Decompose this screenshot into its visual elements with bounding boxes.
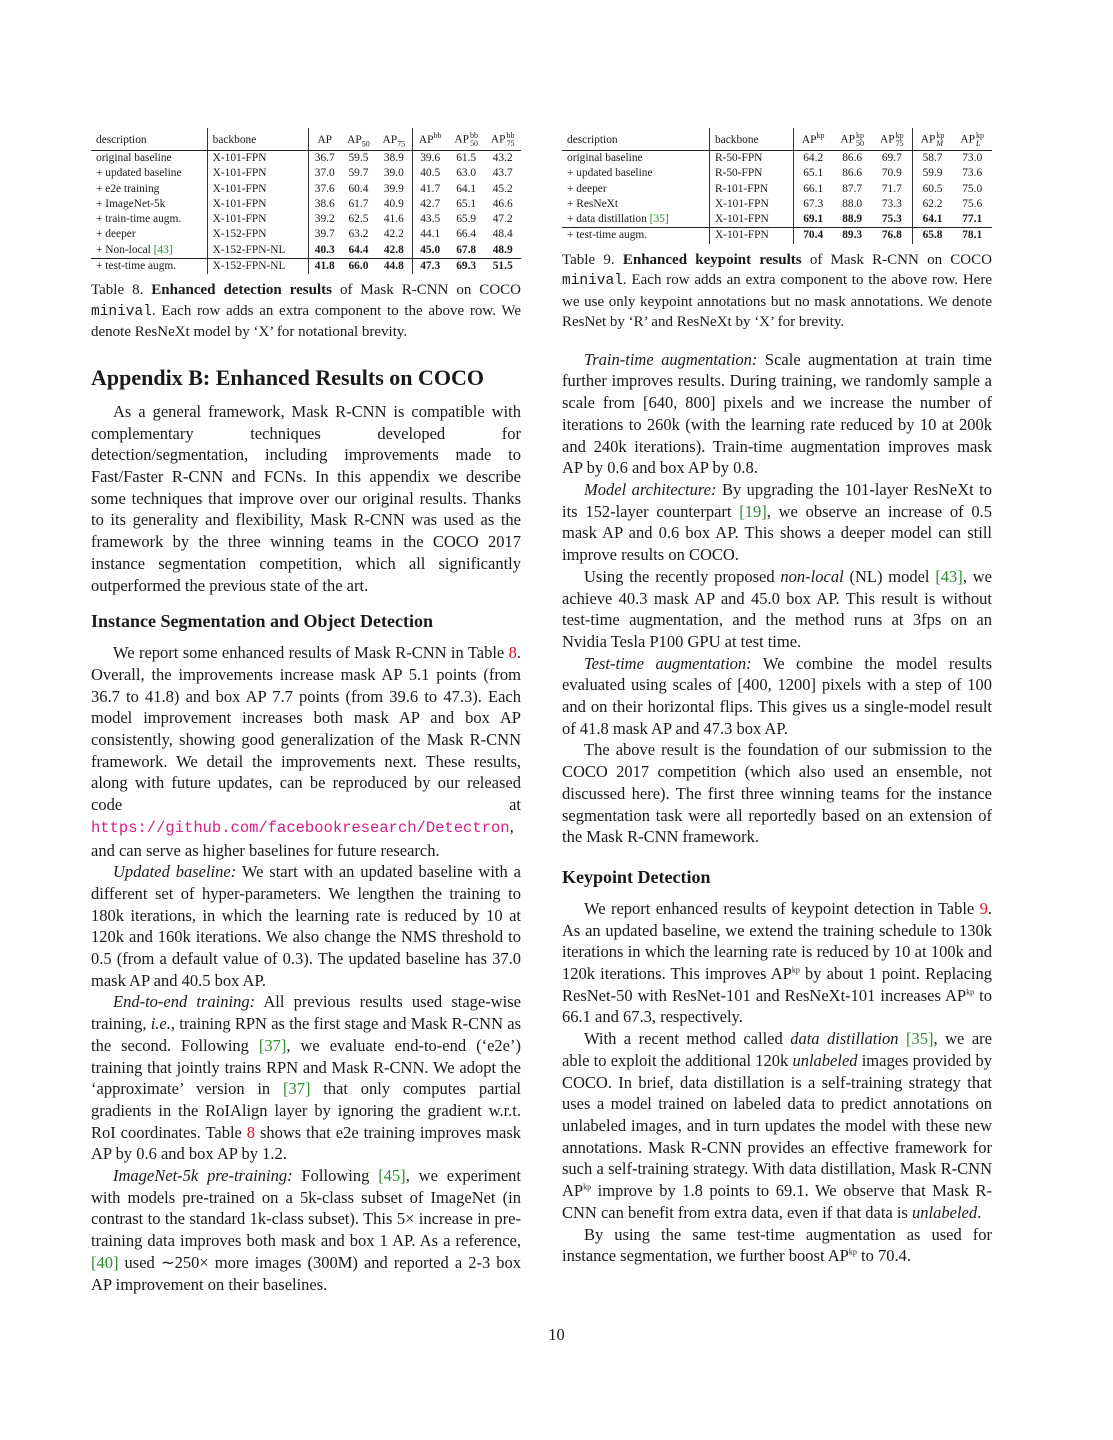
row-value: 42.2	[383, 228, 404, 241]
row-value: 69.1	[793, 212, 832, 228]
page-number: 10	[548, 1325, 565, 1344]
table-8-header	[91, 128, 521, 151]
row-backbone: X-152-FPN-NL	[207, 243, 308, 259]
row-value: 39.7	[308, 227, 341, 242]
row-value: 73.3	[881, 197, 902, 210]
row-value: 43.7	[492, 167, 513, 180]
row-value: 47.3	[412, 259, 448, 275]
col-apkpL: APkp L	[952, 128, 992, 151]
cite-45-link[interactable]: [45]	[378, 1166, 406, 1186]
row-description: + train-time augm.	[96, 213, 182, 226]
row-value: 65.9	[456, 213, 477, 226]
row-backbone: X-101-FPN	[207, 197, 308, 212]
table-8-link[interactable]: 8	[508, 643, 517, 663]
row-value: 67.3	[793, 197, 832, 212]
table-row	[91, 243, 521, 259]
col-apkp: $AP^{kp}$	[793, 128, 832, 151]
table-row	[91, 151, 521, 167]
row-value: 40.5	[412, 166, 448, 181]
row-value: 43.2	[492, 152, 513, 164]
keypoint-results-paragraph: We report enhanced results of keypoint detection in Table 9. As an updated baseline, we extend the training schedule to 130k iterations in which the learning rate is reduced by 10 at 100k and 120k iterations. This improves $AP^{kp}$ by about 1 point. Replacing ResNet-50 with ResNet-101 and ResNeXt-101 increases $AP^{kp}$ to 66.1 and 67.3, respectively.	[562, 898, 992, 1027]
row-value: 47.2	[492, 213, 513, 226]
table-row	[562, 166, 992, 181]
row-value: 39.6	[412, 151, 448, 167]
row-value: 58.7	[912, 151, 952, 167]
row-value: 71.7	[881, 182, 902, 195]
table-row	[91, 182, 521, 197]
row-value: 70.9	[881, 167, 902, 180]
row-value: 44.8	[376, 259, 412, 275]
row-description: + test-time augm.	[91, 259, 207, 275]
row-backbone: R-50-FPN	[709, 151, 793, 167]
col-ap: AP	[308, 128, 341, 151]
row-value: 48.9	[492, 243, 513, 256]
row-value: 66.0	[341, 259, 376, 275]
col-apkp75: APkp 75	[872, 128, 912, 151]
row-value: 62.2	[912, 197, 952, 212]
table-row	[91, 166, 521, 181]
citation-link[interactable]: [35]	[649, 213, 669, 226]
table-row	[91, 197, 521, 212]
row-value: 64.2	[793, 151, 832, 167]
row-value: 76.8	[872, 228, 912, 244]
table-row	[91, 227, 521, 242]
table-9-link[interactable]: 9	[979, 898, 988, 918]
row-description: + deeper	[567, 182, 607, 195]
row-value: 42.7	[412, 197, 448, 212]
col-description: description	[91, 128, 207, 151]
cite-43-link[interactable]: [43]	[935, 566, 963, 586]
row-value: 66.4	[456, 228, 477, 241]
row-description: original baseline	[96, 152, 172, 164]
col-apbb75: APbb 75	[484, 128, 521, 151]
row-value: 63.0	[456, 167, 477, 180]
row-backbone: X-101-FPN	[207, 212, 308, 227]
row-value: 75.0	[962, 182, 983, 195]
detectron-url-link[interactable]: https://github.com/facebookresearch/Detectron	[91, 818, 510, 837]
row-value: 65.8	[912, 228, 952, 244]
row-backbone: X-101-FPN	[709, 197, 793, 212]
row-description: + ImageNet-5k	[96, 197, 166, 210]
row-value: 65.1	[456, 197, 477, 210]
table-row	[91, 212, 521, 227]
citation-link[interactable]: [43]	[153, 243, 173, 256]
row-backbone: X-152-FPN	[207, 227, 308, 242]
row-description: + updated baseline	[567, 167, 653, 180]
row-backbone: X-101-FPN	[207, 166, 308, 181]
row-value: 86.6	[842, 152, 863, 164]
appendix-heading: Appendix B: Enhanced Results on COCO	[91, 364, 485, 390]
row-backbone: R-50-FPN	[709, 166, 793, 181]
row-value: 39.2	[308, 212, 341, 227]
row-value: 51.5	[484, 259, 521, 275]
updated-baseline-paragraph: Updated baseline: We start with an updated baseline with a different set of hyper-parameters. We lengthen the training to 180k iterations, in which the learning rate is reduced by 10 at 120k and 160k iterations. We also change the NMS threshold to 0.5 (from a default value of 0.3). The updated baseline has 37.0 mask AP and 40.5 box AP.	[91, 862, 521, 990]
row-value: 44.1	[412, 227, 448, 242]
row-value: 63.2	[348, 228, 369, 241]
row-value: 59.7	[348, 167, 369, 180]
row-value: 38.9	[383, 152, 404, 164]
table-row	[562, 212, 992, 228]
enhanced-results-paragraph: We report some enhanced results of Mask R-CNN in Table 8. Overall, the improvements increase mask AP 5.1 points (from 36.7 to 41.8) and box AP 7.7 points (from 39.6 to 47.3). Each model improvement increases both mask AP and box AP consistently, showing good generalization of the Mask R-CNN framework. We detail the improvements next. These results, along with future updates, can be reproduced by our released code at https://github.com/facebookresearch/Detectron, and can serve as higher baselines for future research.	[91, 643, 521, 860]
keypoint-detection-heading: Keypoint Detection	[562, 866, 711, 887]
col-apkp50: APkp 50	[832, 128, 872, 151]
row-value: 45.0	[412, 243, 448, 259]
cite-19-link[interactable]: [19]	[739, 501, 767, 521]
row-value: 86.6	[842, 167, 863, 180]
imagenet-5k-paragraph: ImageNet-5k pre-training: Following [45], we experiment with models pre-trained on a 5k-class subset of ImageNet (in contrast to the standard 1k-class subset). This 5× increase in pre-training data improves both mask and box 1 AP. As a reference, [40] used ∼250× more images (300M) and reported a 2-3 box AP improvement on their baselines.	[91, 1166, 521, 1294]
row-description: original baseline	[567, 152, 643, 164]
row-value: 78.1	[952, 228, 992, 244]
row-value: 48.4	[492, 228, 513, 241]
row-backbone: X-101-FPN	[709, 228, 793, 244]
cite-35-link[interactable]: [35]	[906, 1029, 934, 1049]
col-ap50: $AP_{50}$	[341, 128, 376, 151]
row-value: 60.5	[912, 182, 952, 197]
row-value: 67.8	[456, 243, 477, 256]
row-value: 39.9	[383, 182, 404, 195]
row-value: 89.3	[832, 228, 872, 244]
cite-37-link[interactable]: [37]	[282, 1079, 311, 1099]
row-value: 66.1	[793, 182, 832, 197]
table-8-link[interactable]: 8	[246, 1122, 256, 1142]
row-description: + data distillation [35]	[567, 213, 669, 226]
row-value: 88.0	[842, 197, 863, 210]
test-time-keypoint-paragraph: By using the same test-time augmentation as used for instance segmentation, we further boost $AP^{kp}$ to 70.4.	[562, 1224, 992, 1266]
row-value: 62.5	[348, 213, 369, 226]
row-backbone: R-101-FPN	[709, 182, 793, 197]
instance-segmentation-heading: Instance Segmentation and Object Detection	[91, 611, 433, 632]
row-value: 40.3	[308, 243, 341, 259]
table-row	[91, 259, 521, 275]
model-architecture-paragraph: Model architecture: By upgrading the 101-layer ResNeXt to its 152-layer counterpart [19], we observe an increase of 0.5 mask AP and 0.6 box AP. This shows a deeper model can still improve results on COCO.	[562, 480, 993, 565]
row-value: 46.6	[492, 197, 513, 210]
row-backbone: X-101-FPN	[709, 212, 793, 228]
row-value: 60.4	[348, 182, 369, 195]
row-description: + e2e training	[96, 182, 160, 195]
row-description: + updated baseline	[96, 167, 182, 180]
row-description: + Non-local [43]	[96, 243, 173, 256]
col-backbone: backbone	[207, 128, 308, 151]
test-time-augmentation-paragraph: Test-time augmentation: We combine the model results evaluated using scales of [400, 1200] pixels with a step of 100 and on their horizontal flips. This gives us a single-model result of 41.8 mask AP and 47.3 box AP.	[562, 653, 992, 738]
row-value: 59.5	[348, 152, 369, 164]
non-local-paragraph: Using the recently proposed non-local (NL) model [43], we achieve 40.3 mask AP and 45.0 box AP. This result is without test-time augmentation, and the method runs at 3fps on an Nvidia Tesla P100 GPU at test time.	[562, 566, 992, 651]
row-value: 61.5	[456, 152, 477, 164]
row-value: 88.9	[842, 213, 863, 226]
table-row	[562, 197, 992, 212]
cite-37-link[interactable]: [37]	[258, 1035, 287, 1055]
row-value: 69.3	[448, 259, 485, 275]
row-value: 87.7	[842, 182, 863, 195]
row-value: 42.8	[383, 243, 404, 256]
table-9	[562, 128, 992, 244]
row-value: 37.0	[308, 166, 341, 181]
row-value: 41.8	[308, 259, 341, 275]
row-value: 64.1	[912, 212, 952, 228]
col-backbone: backbone	[709, 128, 793, 151]
row-backbone: X-101-FPN	[207, 182, 308, 197]
row-value: 45.2	[492, 182, 513, 195]
row-value: 73.6	[962, 167, 983, 180]
row-backbone: X-101-FPN	[207, 151, 308, 167]
row-value: 41.7	[412, 182, 448, 197]
row-description: + deeper	[96, 228, 136, 241]
table-9-caption: Table 9. Enhanced keypoint results of Mask R-CNN on COCO minival. Each row adds an extra component to the above row. Here we use only keypoint annotations but no mask annotations. We denote ResNet by ‘R’ and ResNeXt by ‘X’ for brevity.	[562, 251, 992, 331]
table-row	[562, 228, 992, 244]
row-description: + ResNeXt	[567, 197, 619, 210]
col-apkpM: APkp M	[912, 128, 952, 151]
table-row	[562, 151, 992, 167]
row-value: 75.6	[962, 197, 983, 210]
table-row	[562, 182, 992, 197]
table-9-header	[562, 128, 992, 151]
col-apbb50: APbb 50	[448, 128, 485, 151]
end-to-end-paragraph: End-to-end training: All previous results used stage-wise training, i.e., training RPN as the first stage and Mask R-CNN as the second. Following [37], we evaluate end-to-end (‘e2e’) training that jointly trains RPN and Mask R-CNN. We adopt the ‘approximate’ version in [37] that only computes partial gradients in the RoIAlign layer by ignoring the gradient w.r.t. RoI coordinates. Table 8 shows that e2e training improves mask AP by 0.6 and box AP by 1.2.	[91, 992, 522, 1164]
row-value: 40.9	[383, 197, 404, 210]
table-8	[91, 128, 521, 274]
row-value: 77.1	[962, 213, 983, 226]
row-value: 73.0	[962, 152, 983, 164]
col-apbb: $AP^{bb}$	[412, 128, 448, 151]
col-ap75: $AP_{75}$	[376, 128, 412, 151]
left-column	[91, 128, 521, 1295]
row-value: 39.0	[383, 167, 404, 180]
row-value: 64.1	[456, 182, 477, 195]
row-value: 61.7	[348, 197, 369, 210]
train-time-augmentation-paragraph: Train-time augmentation: Scale augmentation at train time further improves results. During training, we randomly sample a scale from [640, 800] pixels and we increase the number of iterations to 260k (with the learning rate reduced by 10 at 200k and 240k iterations). Train-time augmentation improves mask AP by 0.6 and box AP by 0.8.	[562, 349, 992, 478]
row-value: 70.4	[793, 228, 832, 244]
cite-40-link[interactable]: [40]	[91, 1252, 119, 1272]
table-8-caption: Table 8. Enhanced detection results of Mask R-CNN on COCO minival. Each row adds an extra component to the above row. We denote ResNeXt model by ‘X’ for notational brevity.	[91, 282, 521, 341]
row-backbone: X-152-FPN-NL	[207, 259, 308, 275]
row-value: 59.9	[912, 166, 952, 181]
row-value: 37.6	[308, 182, 341, 197]
row-value: 38.6	[308, 197, 341, 212]
competition-paragraph: The above result is the foundation of our submission to the COCO 2017 competition (which also used an ensemble, not discussed here). The first three winning teams for the instance segmentation task were all reportedly based on an extension of the Mask R-CNN framework.	[562, 740, 992, 847]
intro-paragraph: As a general framework, Mask R-CNN is compatible with complementary techniques developed for detection/segmentation, including improvements made to Fast/Faster R-CNN and FCNs. In this appendix we describe some techniques that improve over our original results. Thanks to its generality and flexibility, Mask R-CNN was used as the framework by the three winning teams in the COCO 2017 instance segmentation competition, which all significantly outperformed the previous state of the art.	[91, 401, 521, 595]
row-description: + test-time augm.	[562, 228, 709, 244]
row-value: 65.1	[793, 166, 832, 181]
right-column	[562, 128, 992, 1267]
row-value: 43.5	[412, 212, 448, 227]
row-value: 41.6	[383, 213, 404, 226]
col-description: description	[562, 128, 709, 151]
data-distillation-paragraph: With a recent method called data distillation [35], we are able to exploit the additional 120k unlabeled images provided by COCO. In brief, data distillation is a self-training strategy that uses a model trained on labeled data to predict annotations on unlabeled images, and in turn updates the model with these new annotations. Mask R-CNN provides an effective framework for such a self-training strategy. With data distillation, Mask R-CNN $AP^{kp}$ improve by 1.8 points to 69.1. We observe that Mask R-CNN can benefit from extra data, even if that data is unlabeled.	[562, 1029, 992, 1222]
row-value: 69.7	[881, 152, 902, 164]
row-value: 75.3	[881, 213, 902, 226]
row-value: 64.4	[348, 243, 369, 256]
row-value: 36.7	[308, 151, 341, 167]
